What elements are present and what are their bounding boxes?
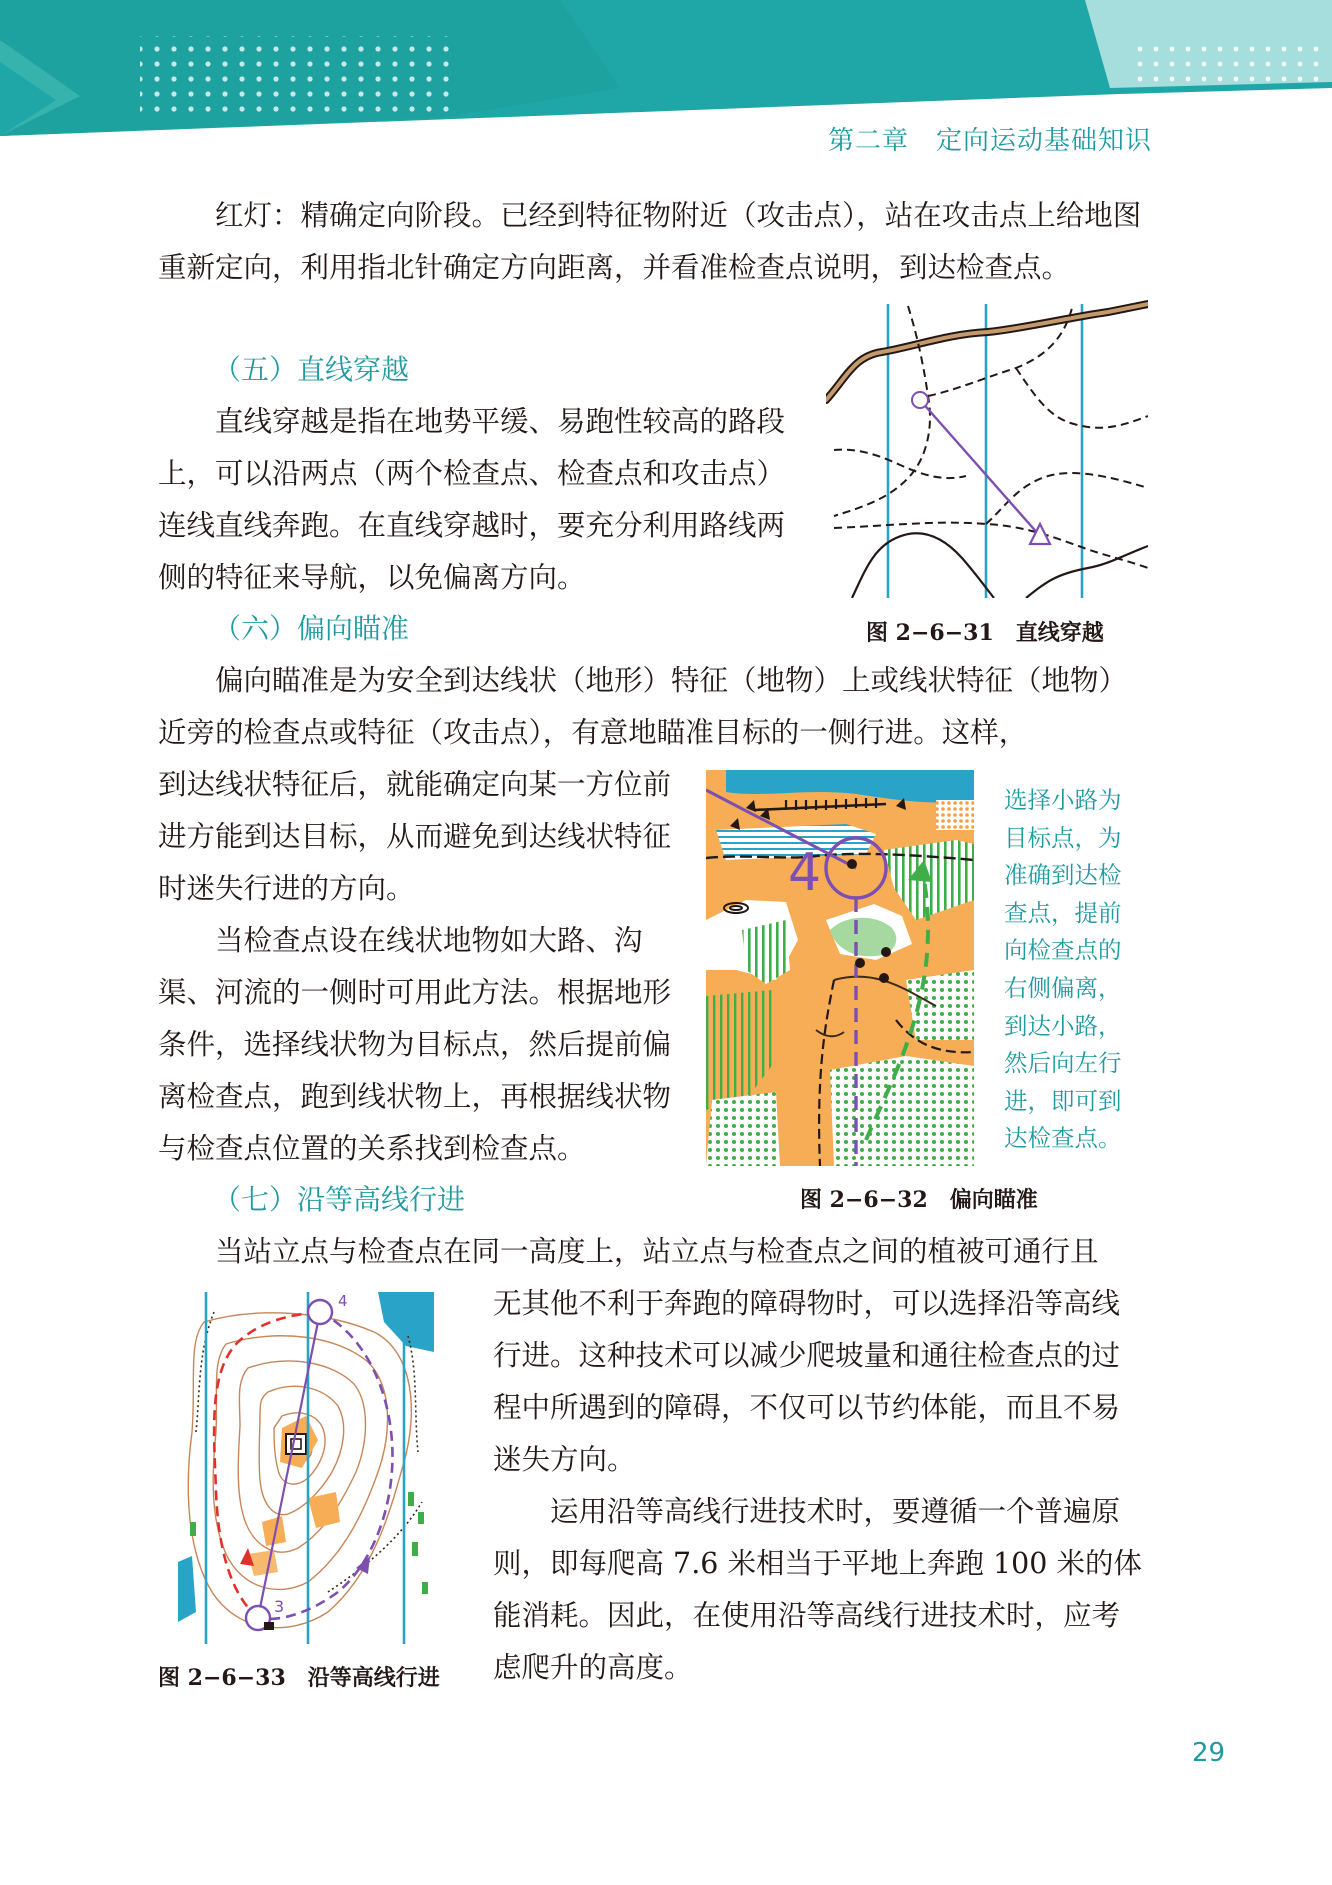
note-line: 准确到达检 [1004, 861, 1122, 890]
note-line: 选择小路为 [1004, 786, 1122, 814]
note-line: 查点，提前 [1004, 898, 1122, 927]
section-6-heading: （六）偏向瞄准 [213, 612, 410, 645]
figure-32-note [1004, 782, 1144, 1158]
figure-32-caption: 图 2−6−32 偏向瞄准 [800, 1187, 1038, 1213]
note-line: 右侧偏离， [1004, 973, 1122, 1002]
header-banner [0, 0, 1332, 140]
note-line: 然后向左行 [1004, 1049, 1122, 1078]
section-6-lead [158, 655, 1148, 759]
section-6-paragraph-1-lead: 偏向瞄准是为安全到达线状（地形）特征（地物）上或线状特征（地物）近旁的检查点或特征（攻击点），有意地瞄准目标的一侧行进。这样， [158, 664, 1128, 749]
section-7-paragraph-1-rest: 无其他不利于奔跑的障碍物时，可以选择沿等高线行进。这种技术可以减少爬坡量和通往检查点的过程中所遇到的障碍，不仅可以节约体能，而且不易迷失方向。 [493, 1287, 1121, 1476]
note-line: 目标点，为 [1004, 823, 1122, 852]
section-7-lead [158, 1226, 1148, 1278]
control-4-label: 4 [338, 1292, 348, 1310]
note-line: 达检查点。 [1004, 1124, 1122, 1153]
figure-33-caption: 图 2−6−33 沿等高线行进 [158, 1665, 440, 1691]
control-3-label: 3 [274, 1597, 285, 1616]
straight-line-map [826, 298, 1148, 598]
note-line: 到达小路， [1004, 1011, 1122, 1040]
note-line: 向检查点的 [1004, 936, 1122, 965]
section-6-paragraph-2: 当检查点设在线状地物如大路、沟渠、河流的一侧时可用此方法。根据地形条件，选择线状物为目标点，然后提前偏离检查点，跑到线状物上，再根据线状物与检查点位置的关系找到检查点。 [158, 924, 672, 1165]
intro-paragraph: 红灯：精确定向阶段。已经到特征物附近（攻击点），站在攻击点上给地图重新定向，利用指北针确定方向距离，并看准检查点说明，到达检查点。 [158, 199, 1142, 284]
page-number: 29 [1192, 1738, 1226, 1768]
section-5-paragraph: 直线穿越是指在地势平缓、易跑性较高的路段上，可以沿两点（两个检查点、检查点和攻击点）连线直线奔跑。在直线穿越时，要充分利用路线两侧的特征来导航，以免偏离方向。 [158, 405, 786, 594]
section-6-body [158, 759, 674, 1175]
section-7-paragraph-2: 运用沿等高线行进技术时，要遵循一个普遍原则，即每爬高 7.6 米相当于平地上奔跑 100 米的体能消耗。因此，在使用沿等高线行进技术时，应考虑爬升的高度。 [493, 1495, 1142, 1684]
figure-31-caption: 图 2−6−31 直线穿越 [866, 620, 1104, 646]
section-5-heading: （五）直线穿越 [213, 353, 410, 386]
section-7-paragraph-1-lead: 当站立点与检查点在同一高度上，站立点与检查点之间的植被可通行且 [215, 1235, 1099, 1268]
section-5-body [158, 396, 794, 604]
control-number-label: 4 [788, 843, 822, 903]
note-line: 进，即可到 [1004, 1086, 1122, 1115]
section-7-heading: （七）沿等高线行进 [213, 1183, 466, 1216]
section-6-paragraph-1-rest: 到达线状特征后，就能确定向某一方位前进方能到达目标，从而避免到达线状特征时迷失行进的方向。 [158, 768, 672, 905]
aiming-off-map [706, 770, 974, 1166]
contour-map [178, 1292, 434, 1644]
intro-block [158, 190, 1148, 294]
section-7-body [493, 1278, 1148, 1694]
chapter-title: 第二章 定向运动基础知识 [827, 126, 1152, 156]
